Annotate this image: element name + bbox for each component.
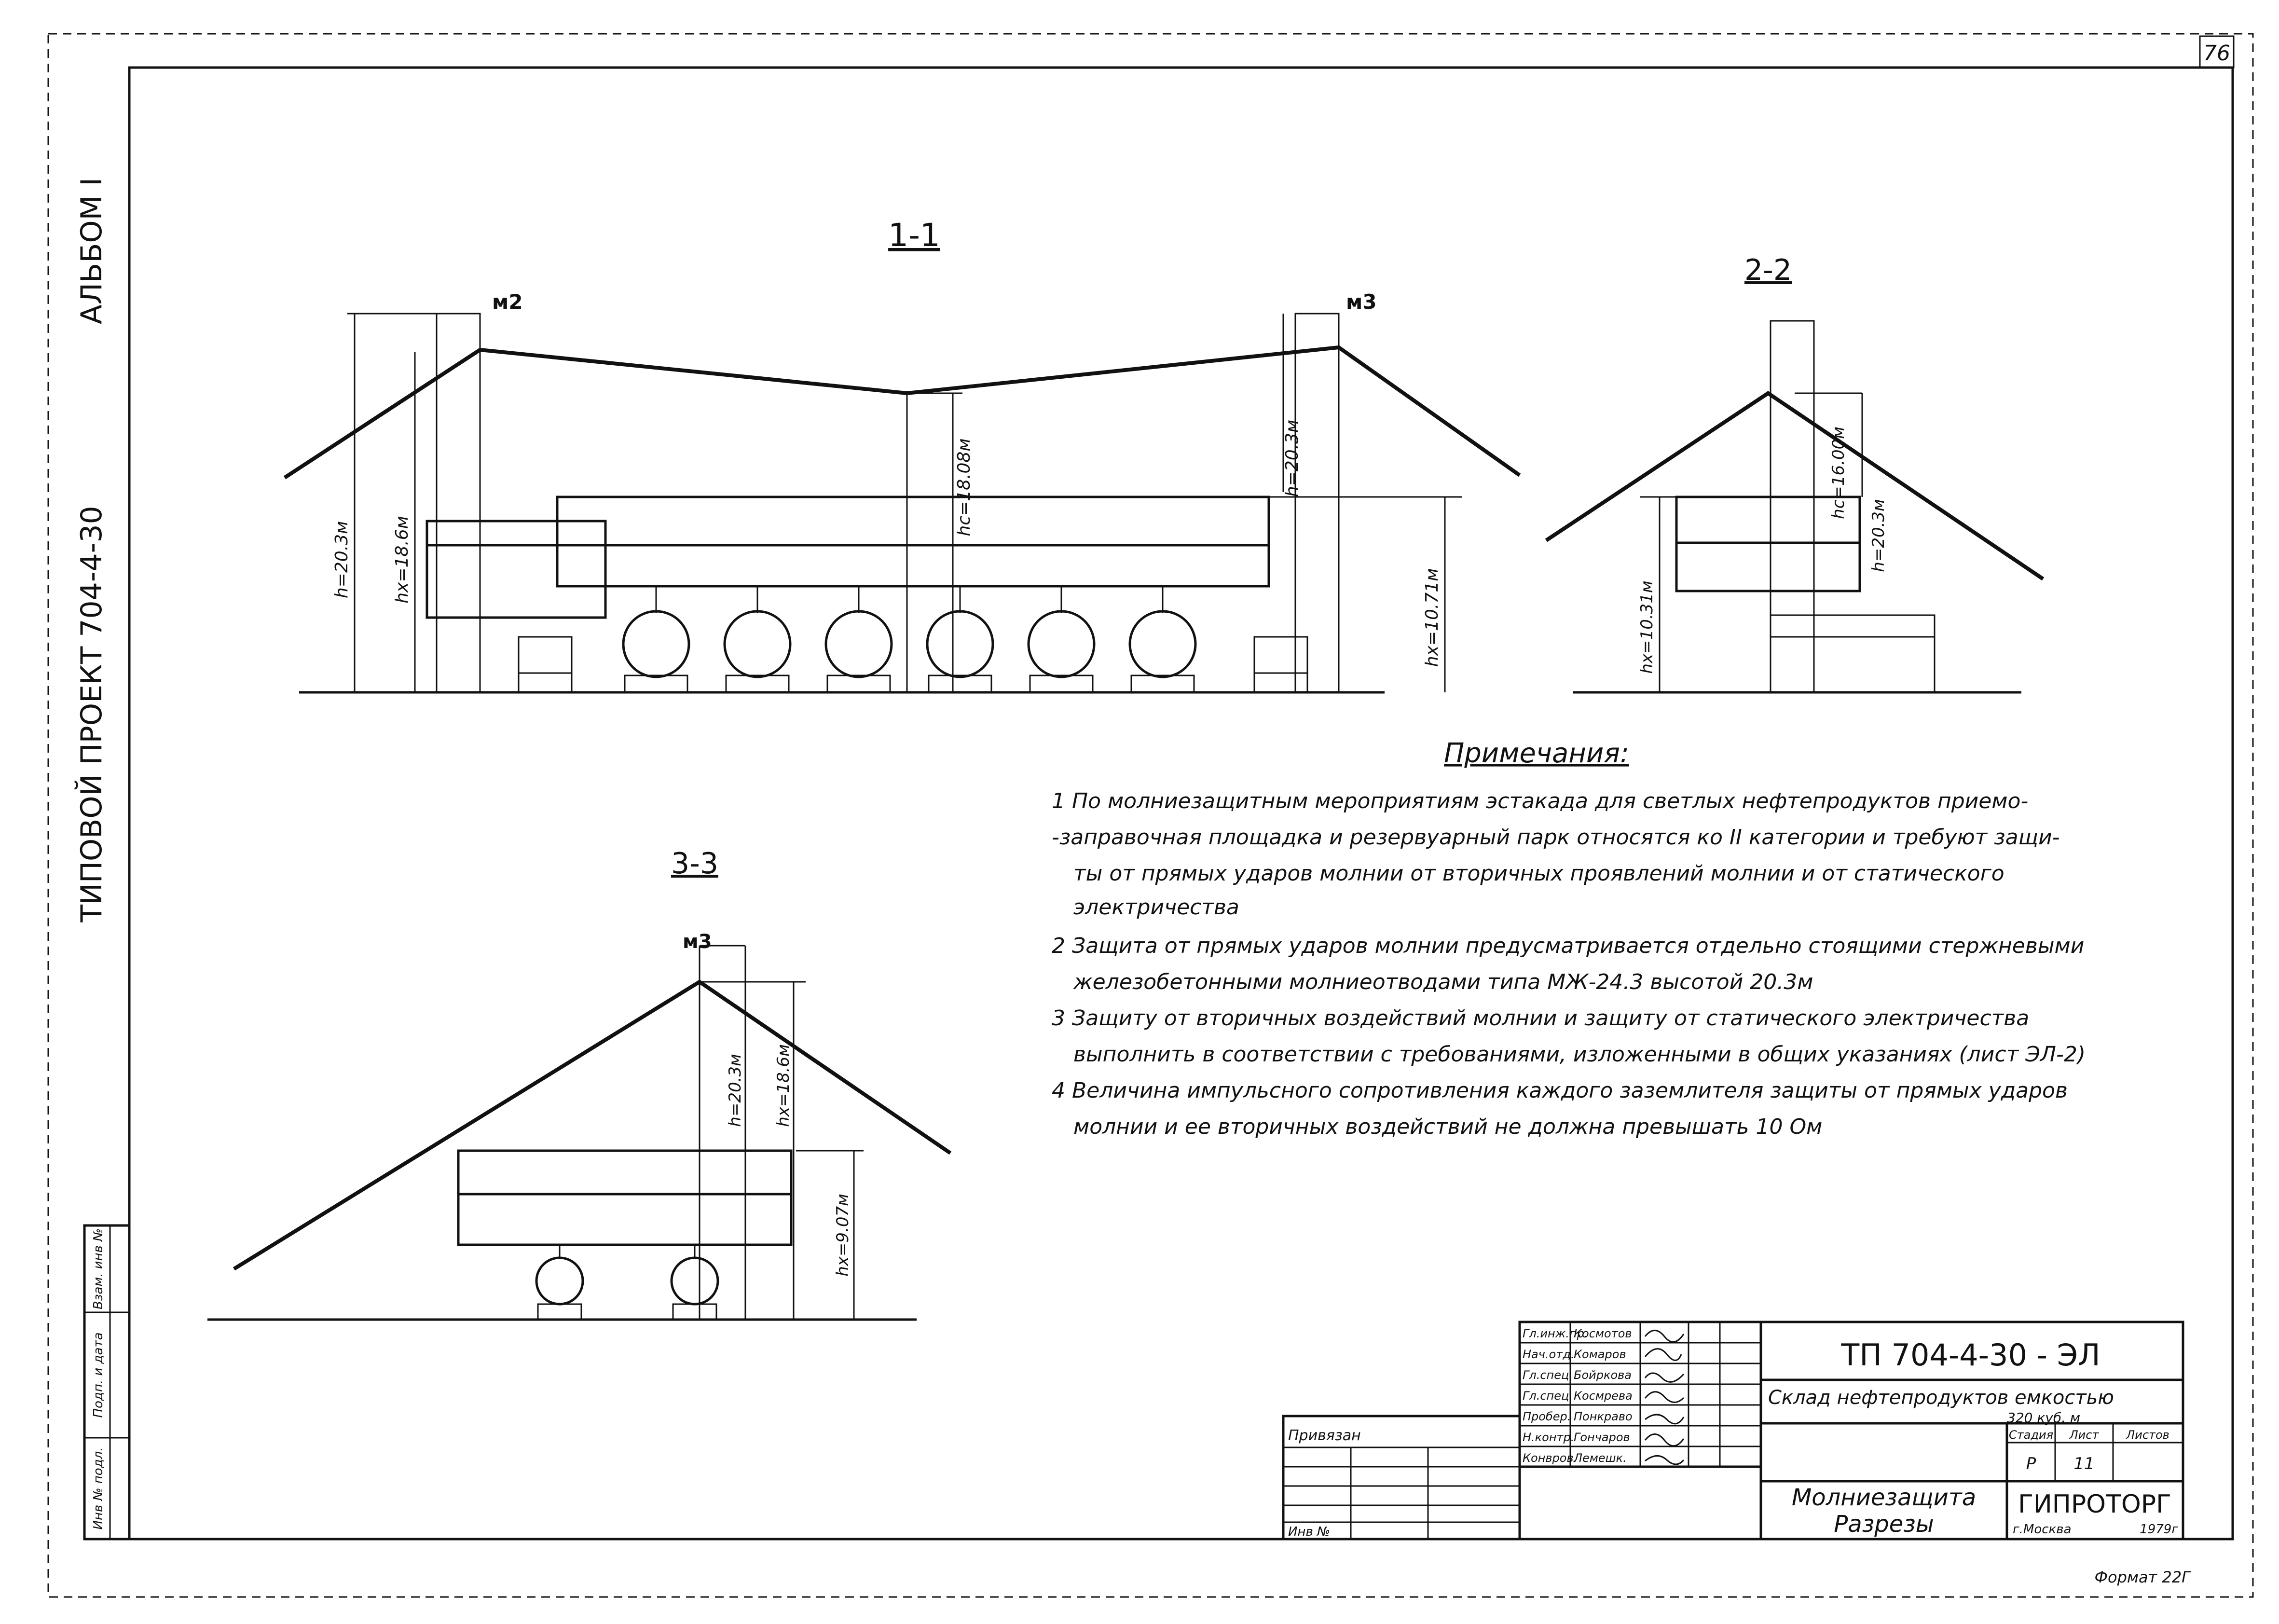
pump-box	[1254, 637, 1307, 673]
note-line: железобетонными молниеотводами типа МЖ-24.3 высотой 20.3м	[1073, 970, 1813, 994]
section-3-3-title: 3-3	[671, 847, 718, 881]
stamp-col-sheets: Листов	[2126, 1428, 2169, 1442]
note-line: электричества	[1073, 895, 1239, 920]
mast-m3-label-3-3: м3	[683, 931, 712, 953]
stamp-privyazan: Привязан	[1288, 1427, 1361, 1444]
section-1-1	[285, 217, 1520, 692]
sheet-number-box	[2200, 36, 2234, 68]
title-block	[1283, 1322, 2183, 1539]
strip-inv-label: Инв № подл.	[91, 1447, 106, 1530]
stamp-inv-no: Инв №	[1288, 1525, 1331, 1539]
note-line: 2 Защита от прямых ударов молнии предусматривается отдельно стоящими стержневыми	[1052, 934, 2085, 958]
tank	[927, 611, 993, 677]
s22-hc: hс=16.00м	[1829, 427, 1848, 519]
stamp-org: ГИПРОТОРГ	[2018, 1490, 2171, 1519]
stamp-year: 1979г	[2140, 1522, 2178, 1537]
s11-hx-left: hх=18.6м	[392, 516, 412, 604]
stamp-role: Гл.спец.	[1523, 1389, 1573, 1403]
tank	[536, 1258, 583, 1304]
s11-h-left: h=20.3м	[332, 521, 352, 599]
note-line: -заправочная площадка и резервуарный парк относятся ко II категории и требуют защи-	[1052, 825, 2060, 850]
notes-title: Примечания:	[1444, 738, 1629, 769]
s11-hx-low: hх=10.71м	[1422, 568, 1442, 667]
note-line: 4 Величина импульсного сопротивления каждого заземлителя защиты от прямых ударов	[1052, 1078, 2068, 1103]
signatures	[1645, 1331, 1684, 1465]
note-line: выполнить в соответствии с требованиями, изложенными в общих указаниях (лист ЭЛ-2)	[1073, 1042, 2086, 1067]
stamp-name: Понкраво	[1574, 1410, 1633, 1423]
s33-h: h=20.3м	[726, 1054, 745, 1127]
stamp-role: Пробер.	[1523, 1410, 1571, 1423]
s11-canopy-left	[427, 521, 605, 618]
s11-h-right: h=20.3м	[1282, 419, 1302, 497]
protection-zone-line	[285, 347, 1520, 478]
note-line: ты от прямых ударов молнии от вторичных проявлений молнии и от статического	[1073, 861, 2004, 886]
s11-h-mid: hс=18.08м	[954, 438, 974, 537]
s22-hx-low: hх=10.31м	[1637, 580, 1657, 674]
stamp-role: Нач.отд.	[1523, 1348, 1575, 1361]
stamp-role: Гл.спец.	[1523, 1368, 1573, 1382]
sheet-number: 76	[2203, 41, 2230, 66]
note-line: 3 Защиту от вторичных воздействий молнии и защиту от статического электричества	[1052, 1006, 2030, 1031]
section-1-1-title: 1-1	[888, 217, 940, 254]
stamp-object-title: Склад нефтепродуктов емкостью	[1768, 1387, 2114, 1409]
pump-box	[519, 637, 572, 673]
stamp-object-capacity: 320 куб. м	[2007, 1410, 2081, 1426]
s33-canopy	[458, 1151, 791, 1245]
tank	[1029, 611, 1094, 677]
s33-hx: hх=18.6м	[774, 1044, 793, 1127]
stamp-sheet-value: 11	[2073, 1454, 2095, 1473]
note-line: молнии и ее вторичных воздействий не должна превышать 10 Ом	[1073, 1115, 1823, 1139]
section-2-2-title: 2-2	[1744, 253, 1792, 287]
stamp-sheet-title-2: Разрезы	[1834, 1511, 1934, 1538]
stamp-name: Бойркова	[1574, 1368, 1632, 1382]
stamp-col-stage: Стадия	[2008, 1428, 2054, 1442]
tank	[1130, 611, 1195, 677]
stamp-role: Н.контр.	[1523, 1431, 1575, 1444]
stamp-code: ТП 704-4-30 - ЭЛ	[1841, 1337, 2101, 1373]
stamp-name: Гончаров	[1574, 1431, 1630, 1444]
s22-h-mast: h=20.3м	[1869, 499, 1888, 572]
s22-protection-zone-line	[1546, 393, 2043, 579]
project-label: ТИПОВОЙ ПРОЕКТ 704-4-30	[75, 506, 109, 922]
stamp-city: г.Москва	[2013, 1522, 2072, 1537]
section-2-2	[1546, 253, 2043, 692]
album-label: АЛЬБОМ I	[75, 177, 109, 325]
s22-building	[1771, 615, 1935, 692]
strip-replace-label: Взам. инв №	[91, 1228, 106, 1310]
s33-hx-low: hх=9.07м	[833, 1194, 852, 1277]
stamp-name: Космотов	[1574, 1327, 1632, 1340]
tank	[826, 611, 892, 677]
tank	[623, 611, 689, 677]
stamp-name: Лемешк.	[1574, 1451, 1627, 1465]
tank	[725, 611, 790, 677]
stamp-name: Космрева	[1574, 1389, 1633, 1403]
mast-m3	[1295, 314, 1339, 692]
stamp-col-sheet: Лист	[2069, 1428, 2099, 1442]
stamp-role: Гл.инж.пр.	[1523, 1327, 1588, 1340]
section-3-3	[207, 847, 950, 1320]
left-approval-strip	[84, 1225, 129, 1539]
stamp-name: Комаров	[1574, 1348, 1626, 1361]
note-line: 1 По молниезащитным мероприятиям эстакада для светлых нефтепродуктов приемо-	[1052, 789, 2029, 813]
tank	[672, 1258, 718, 1304]
stamp-stage-value: Р	[2026, 1454, 2036, 1473]
s11-tanks	[519, 586, 1307, 692]
mast-m2-label: м2	[492, 290, 523, 314]
mast-m3-label: м3	[1346, 290, 1377, 314]
stamp-sheet-title-1: Молниезащита	[1791, 1484, 1977, 1511]
s11-canopy	[557, 497, 1269, 586]
stamp-role: Конвров.	[1523, 1451, 1578, 1465]
notes-block	[1052, 738, 2086, 1139]
format-label: Формат 22Г	[2094, 1568, 2190, 1586]
strip-sign-label: Подп. и дата	[91, 1332, 106, 1418]
mast-m2	[437, 314, 480, 692]
